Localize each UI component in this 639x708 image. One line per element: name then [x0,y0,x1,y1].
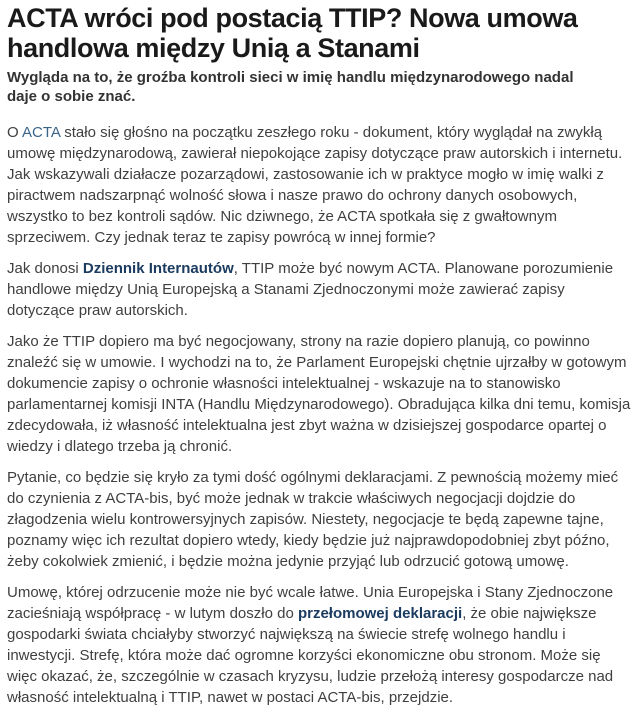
dziennik-internautow-link[interactable]: Dziennik Internautów [82,260,234,277]
paragraph-4: Pytanie, co będzie się kryło za tymi dość ogólnymi deklaracjami. Z pewnością możemy mieć do czynienia z ACTA-bis, być może jednak w trakcie właściwych negocjacji dojdzie do złagodzenia wielu kontrowersyjnych zapisów. Niestety, negocjacje te będą zapewne tajne, poznamy więc ich rezultat dopiero wtedy, kiedy będzie już najprawdopodobniej zbyt późno, żeby cokolwiek zmienić, i będzie można jedynie przyjąć lub odrzucić gotową umowę. [7,469,619,570]
article-title: ACTA wróci pod postacią TTIP? Nowa umowa handlowa między Unią a Stanami [7,3,578,63]
article-lead: Wygląda na to, że groźba kontroli sieci w imię handlu międzynarodowego nadal daje o sobie znać. [7,69,574,105]
przelomowa-deklaracja-link[interactable]: przełomowej deklaracji [297,605,463,622]
acta-link[interactable]: ACTA [22,124,61,141]
paragraph-3: Jako że TTIP dopiero ma być negocjowany, strony na razie dopiero planują, co powinno znaleźć się w umowie. I wychodzi na to, że Parlament Europejski chętnie ujrzałby w gotowym dokumencie zapisy o ochronie własności intelektualnej - wskazuje na to stanowisko parlamentarnej komisji INTA (Handlu Międzynarodowego). Obradująca kilka dni temu, komisja zdecydowała, iż własność intelektualna jest zbyt ważna w dzisiejszej gospodarce opartej o wiedzy i dlatego trzeba ją chronić. [7,333,631,455]
paragraph-2-text-after: , TTIP może być nowym ACTA. Planowane porozumienie handlowe między Unią Europejską a Stanami Zjednoczonymi może zawierać zapisy dotyczące praw autorskich. [7,260,614,319]
paragraph-2 [7,258,633,321]
paragraph-1 [7,122,633,248]
paragraph-2-text-before: Jak donosi [7,260,83,277]
paragraph-1-text-after: stało się głośno na początku zeszłego roku - dokument, który wyglądał na zwykłą umowę międzynarodową, zawierał niepokojące zapisy dotyczące praw autorskich i internetu. Jak wskazywali działacze pozarządowi, zastosowanie ich w praktyce mogło w imię walki z piractwem nadszarpnąć wolność słowa i nasze prawo do ochrony danych osobowych, wszystko to bez kontroli sądów. Nic dziwnego, że ACTA spotkała się z gwałtownym sprzeciwem. Czy jednak teraz te zapisy powrócą w innej formie? [7,124,623,246]
paragraph-5-text-before: Umowę, której odrzucenie może nie być wcale łatwe. Unia Europejska i Stany Zjednoczone zacieśniają współpracę - w lutym doszło do [7,584,614,622]
paragraph-1-text-before: O [7,124,23,141]
paragraph-5-text-after: , że obie największe gospodarki świata chciałyby stworzyć największą na świecie strefę wolnego handlu i inwestycji. Strefę, która może dać ogromne korzyści ekonomiczne obu stronom. Może się więc okazać, że, szczególnie w czasach kryzysu, ludzie przełożą interesy gospodarcze nad własność intelektualną i TTIP, nawet w postaci ACTA-bis, przejdzie. [7,605,614,706]
paragraph-5 [7,582,633,708]
